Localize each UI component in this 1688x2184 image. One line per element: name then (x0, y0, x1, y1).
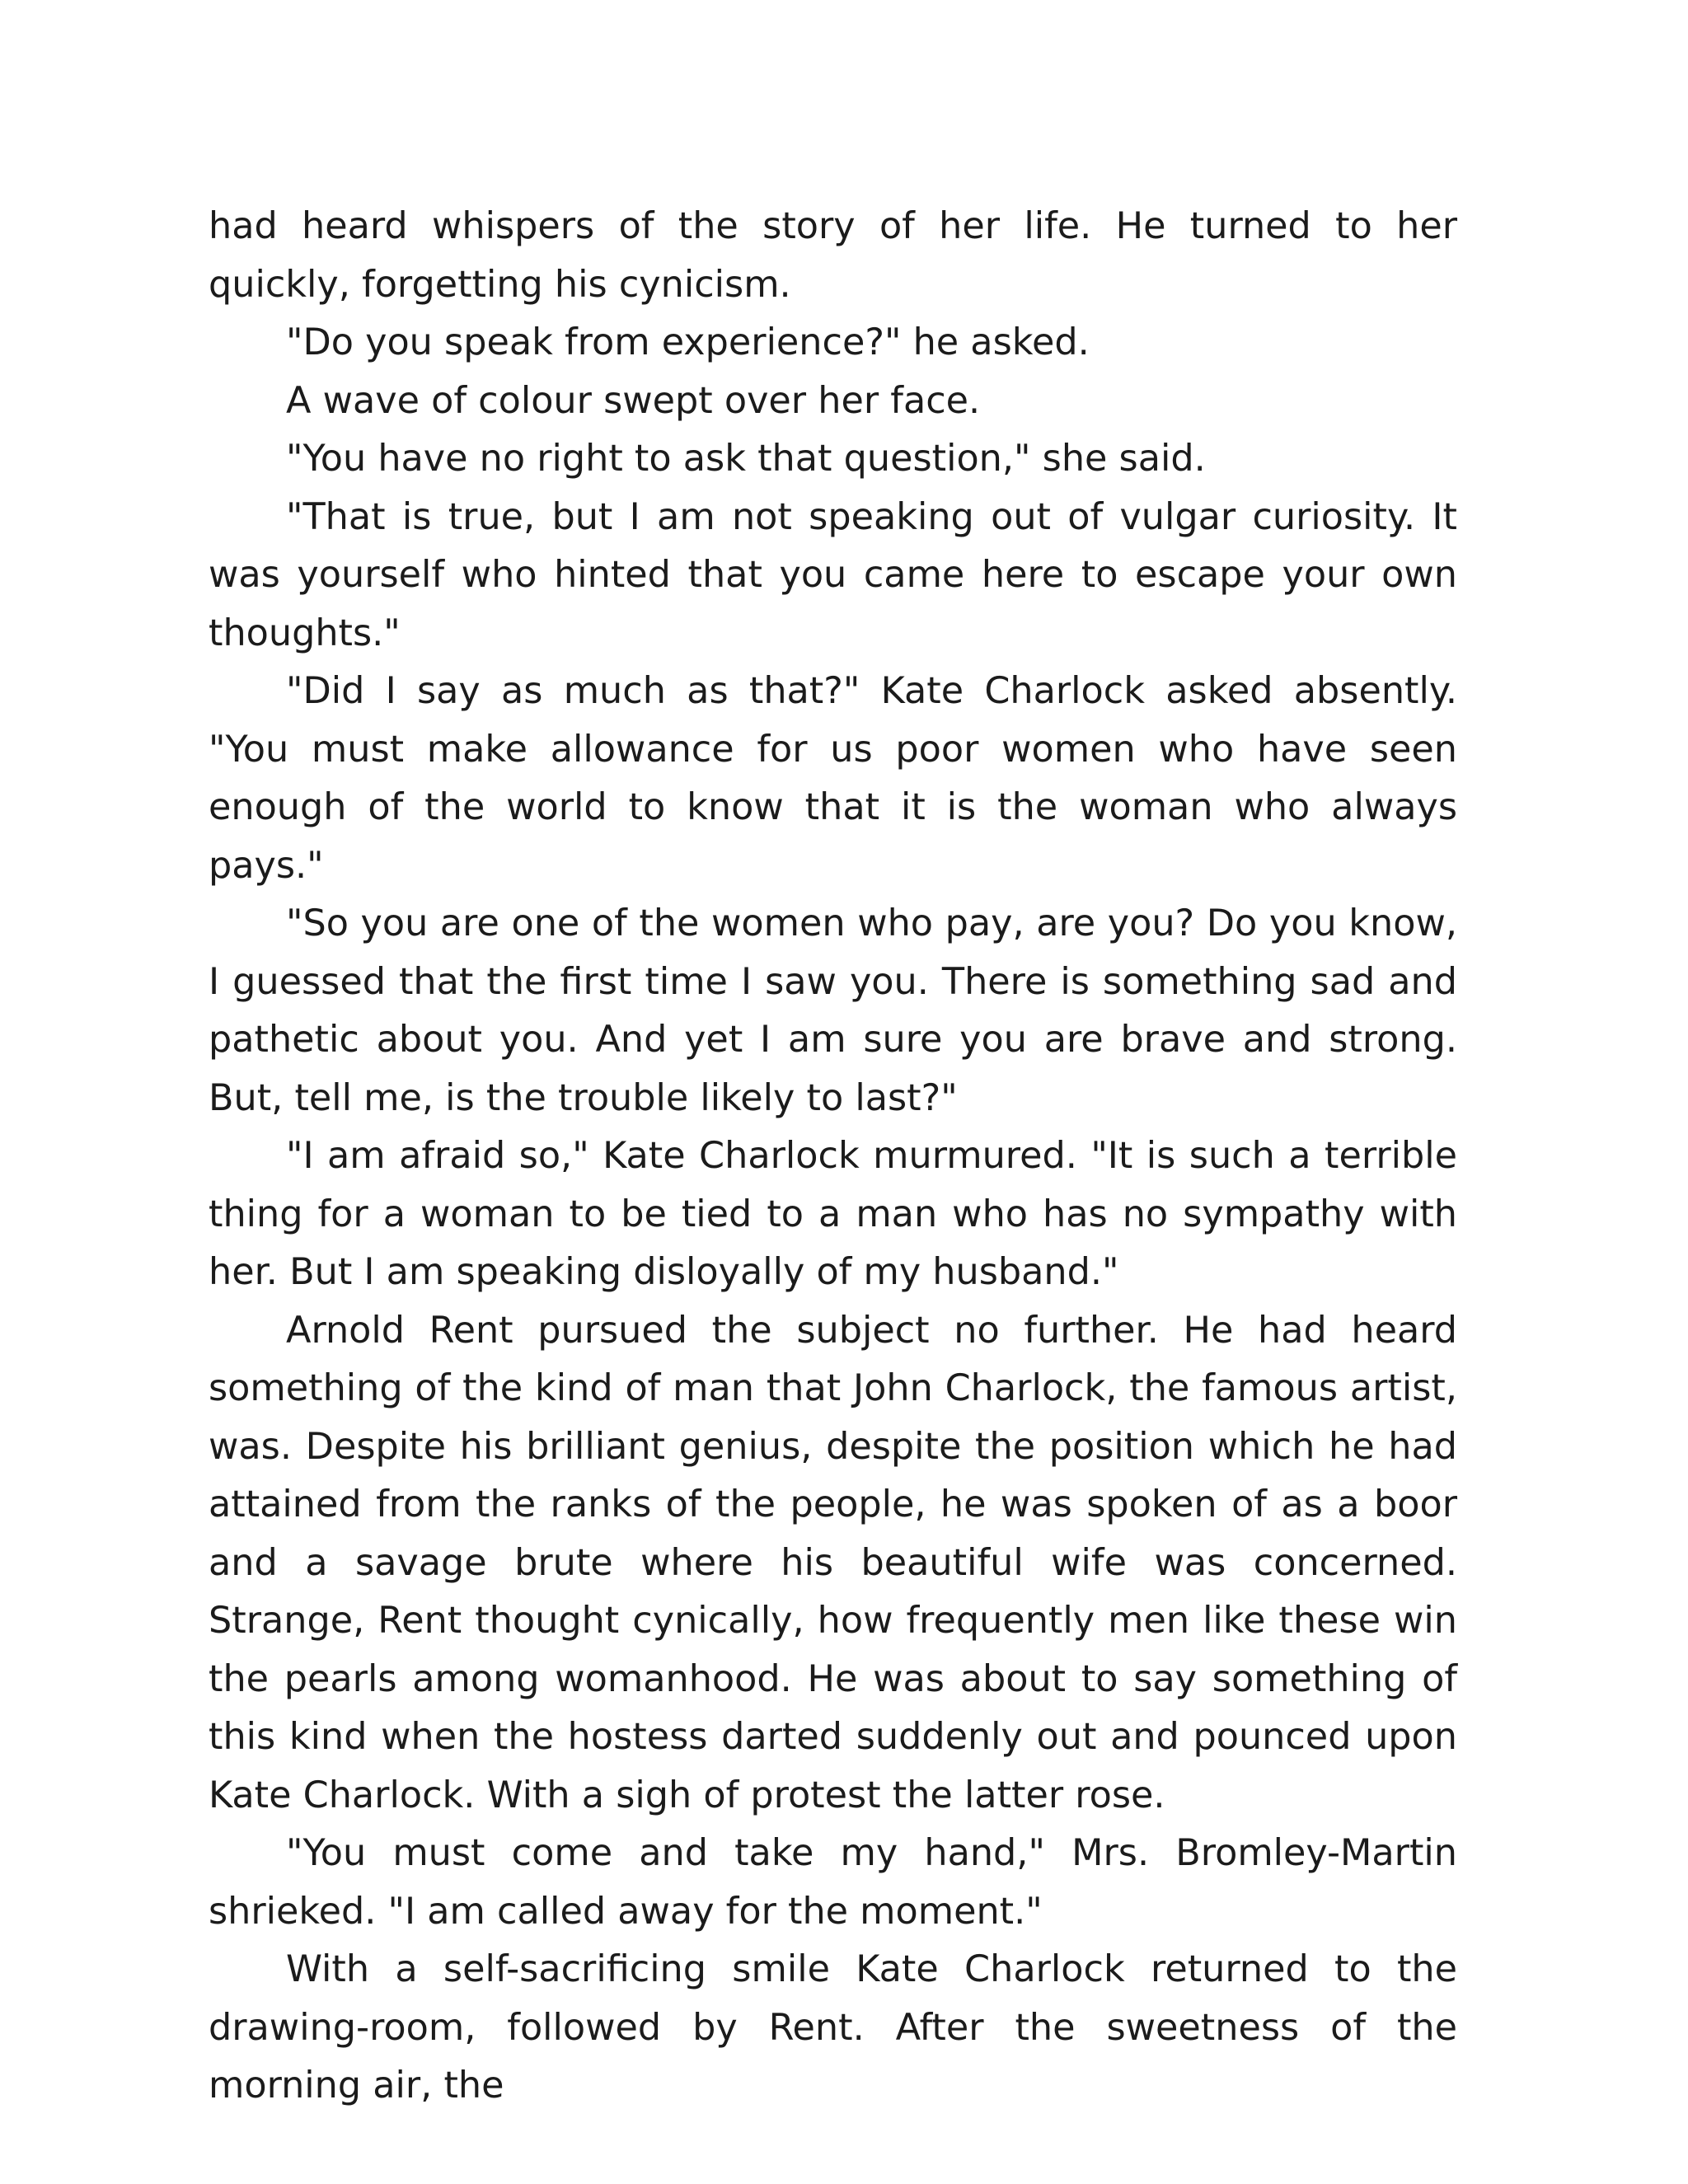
paragraph: Arnold Rent pursued the subject no further. He had heard something of the kind of man that John Charlock, the famous artist, was. Despite his brilliant genius, despite the position which he had attained from the ranks of the people, he was spoken of as a boor and a savage brute where his beautiful wife was concerned. Strange, Rent thought cynically, how frequently men like these win the pearls among womanhood. He was about to say something of this kind when the hostess darted suddenly out and pounced upon Kate Charlock. With a sigh of protest the latter rose. (209, 1309, 1457, 1816)
paragraph: "That is true, but I am not speaking out of vulgar curiosity. It was yourself who hinted that you came here to escape your own thoughts." (209, 495, 1457, 654)
paragraph: "Did I say as much as that?" Kate Charlock asked absently. "You must make allowance for us poor women who have seen enough of the world to know that it is the woman who always pays." (209, 670, 1457, 887)
paragraph: A wave of colour swept over her face. (286, 379, 981, 422)
page-body-text (209, 198, 1457, 2116)
paragraph: With a self-sacrificing smile Kate Charlock returned to the drawing-room, followed by Rent. After the sweetness of the morning air, the (209, 1948, 1457, 2107)
paragraph: had heard whispers of the story of her life. He turned to her quickly, forgetting his cynicism. (209, 205, 1457, 306)
paragraph: "So you are one of the women who pay, are you? Do you know, I guessed that the first time I saw you. There is something sad and pathetic about you. And yet I am sure you are brave and strong. But, tell me, is the trouble likely to last?" (209, 902, 1457, 1119)
paragraph: "You must come and take my hand," Mrs. Bromley-Martin shrieked. "I am called away for the moment." (209, 1832, 1457, 1933)
paragraph: "Do you speak from experience?" he asked. (286, 321, 1090, 363)
paragraph: "I am afraid so," Kate Charlock murmured. "It is such a terrible thing for a woman to be tied to a man who has no sympathy with her. But I am speaking disloyally of my husband." (209, 1135, 1457, 1293)
paragraph: "You have no right to ask that question," she said. (286, 438, 1206, 480)
